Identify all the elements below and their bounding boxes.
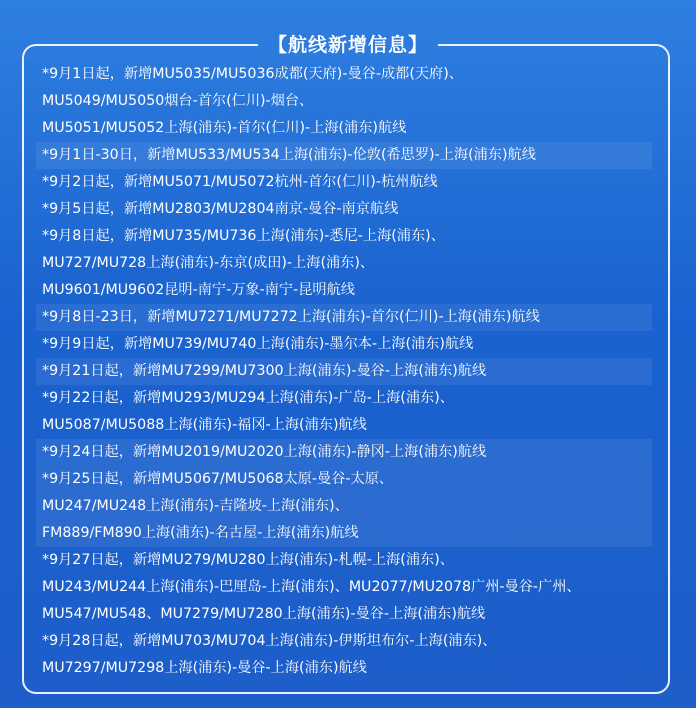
route-line: MU5049/MU5050烟台-首尔(仁川)-烟台、 bbox=[42, 93, 314, 109]
route-line: *9月8日起，新增MU735/MU736上海(浦东)-悉尼-上海(浦东)、 bbox=[42, 228, 445, 244]
route-line: MU9601/MU9602昆明-南宁-万象-南宁-昆明航线 bbox=[42, 282, 355, 298]
route-line: FM889/FM890上海(浦东)-名古屋-上海(浦东)航线 bbox=[36, 520, 652, 547]
route-line: *9月27日起，新增MU279/MU280上海(浦东)-札幌-上海(浦东)、 bbox=[42, 552, 454, 568]
route-line: *9月2日起，新增MU5071/MU5072杭州-首尔(仁川)-杭州航线 bbox=[42, 174, 438, 190]
route-line: MU243/MU244上海(浦东)-巴厘岛-上海(浦东)、MU2077/MU2078广州-曼谷-广州、 bbox=[42, 579, 581, 595]
route-line: *9月25日起，新增MU5067/MU5068太原-曼谷-太原、 bbox=[36, 466, 652, 493]
route-line: MU247/MU248上海(浦东)-吉隆坡-上海(浦东)、 bbox=[36, 493, 652, 520]
route-list bbox=[42, 61, 652, 682]
route-line: MU727/MU728上海(浦东)-东京(成田)-上海(浦东)、 bbox=[42, 255, 375, 271]
route-line: *9月22日起，新增MU293/MU294上海(浦东)-广岛-上海(浦东)、 bbox=[42, 390, 454, 406]
route-line: MU547/MU548、MU7279/MU7280上海(浦东)-曼谷-上海(浦东)航线 bbox=[42, 606, 486, 622]
route-line: *9月21日起，新增MU7299/MU7300上海(浦东)-曼谷-上海(浦东)航线 bbox=[36, 358, 652, 385]
route-line: MU5051/MU5052上海(浦东)-首尔(仁川)-上海(浦东)航线 bbox=[42, 120, 407, 136]
route-line: *9月1日起，新增MU5035/MU5036成都(天府)-曼谷-成都(天府)、 bbox=[42, 66, 463, 82]
route-line: *9月24日起，新增MU2019/MU2020上海(浦东)-静冈-上海(浦东)航线 bbox=[36, 439, 652, 466]
route-line: *9月8日-23日，新增MU7271/MU7272上海(浦东)-首尔(仁川)-上海(浦东)航线 bbox=[36, 304, 652, 331]
route-line: *9月28日起，新增MU703/MU704上海(浦东)-伊斯坦布尔-上海(浦东)、 bbox=[42, 633, 497, 649]
route-line: MU5087/MU5088上海(浦东)-福冈-上海(浦东)航线 bbox=[42, 417, 367, 433]
route-line: *9月9日起，新增MU739/MU740上海(浦东)-墨尔本-上海(浦东)航线 bbox=[42, 336, 474, 352]
route-line: *9月5日起，新增MU2803/MU2804南京-曼谷-南京航线 bbox=[42, 201, 399, 217]
route-line: MU7297/MU7298上海(浦东)-曼谷-上海(浦东)航线 bbox=[42, 660, 367, 676]
title-wrap bbox=[0, 33, 696, 57]
panel-title: 【航线新增信息】 bbox=[258, 33, 438, 57]
route-line: *9月1日-30日，新增MU533/MU534上海(浦东)-伦敦(希思罗)-上海(浦东)航线 bbox=[36, 142, 652, 169]
